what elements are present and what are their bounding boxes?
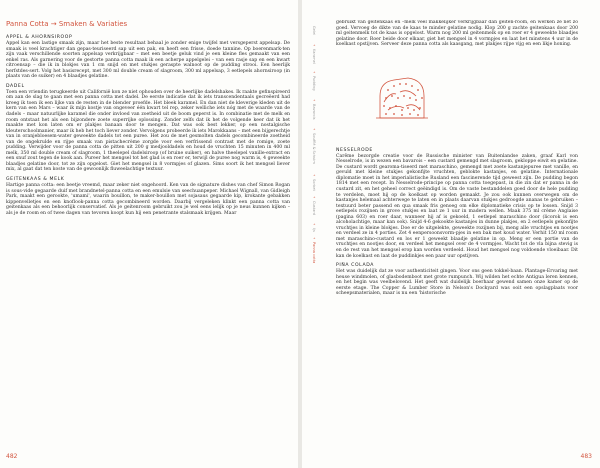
section-body-geitenkaas: Hartige panna cotta: een beetje vreemd, maar zeker niet ongehoord. Ken van de signature dishes van chef Simon Rogan is sous-vide gegaarde duif met brandnetel-panna cotta en een emulsie van seechuanpeper. Michael Wignall, van Gidleigh Park, maakt een gerookte, 'umami', waarin bouillon, te maker-bouillon met sojasaus gegaarde kip, krokante gebakken kippenvelletjes en een knoflook-panna cotta gecombineerd worden. Daarbij vergeleken klinkt een panna cotta van geitenkaas als een behoorlijk conservatief. Als je geitenroom gebruikt zou je wel eens lelijk op je neus kunnen kijken – als je de room en of twee dagen van tevoren koopt kun hij een penetrante stalsmaak krijgen. Maar (6, 183, 290, 216)
section-body-pina-colada: Het was duidelijk dat ze voor authenticiteit gingen. Voor ons geen tokkel-baan. Plantage-Ervaring met heuse windmolen, of glasbodemboot met grote rumpunch. Wij wilden het echte Antigua leren kennen, en het begin was veelbelovend. Het geeft wat duidelijk boerhaar gewend samen onze kamer op de eerste etage. The Copper & Lumber Store in Nelson's Dockyard was ooit een opslagplaats voor scheepsmaterialen, maar is nu een 'historische (336, 269, 578, 297)
tab-separator: + (313, 222, 316, 226)
tab-separator: + (313, 70, 316, 74)
section-heading-nesselrode: NESSELRODE (336, 147, 373, 153)
chapter-tab: Bavarois (312, 104, 316, 120)
page-number-left: 482 (6, 453, 18, 460)
left-page (0, 0, 298, 468)
page-number-right: 483 (580, 453, 592, 460)
page-title: Panna Cotta → Smaken & Variaties (6, 20, 128, 28)
right-column (336, 20, 578, 452)
section-heading-geitenkaas: GEITENKAAS & MELK (6, 177, 65, 183)
tab-separator: + (313, 98, 316, 102)
chapter-tab: Gelei (312, 26, 316, 36)
chapter-tab: Custard (312, 201, 316, 215)
tab-separator: + (313, 127, 316, 131)
tab-separator: + (313, 43, 316, 47)
section-heading-appel: APPEL & AHORNSIROOP (6, 35, 73, 40)
left-column (6, 20, 290, 452)
section-heading-dadel: DADEL (6, 83, 25, 89)
tab-separator: + (313, 195, 316, 199)
chapter-tab: Ijs (312, 228, 316, 232)
section-body-dadel: Toen een vriendin terugkeerde uit Californië kon ze niet ophouden over de heerlijke dadelshakes. Ik raakte gefinspireerd om aan de slag te gaan met een panna cotta met dadel. De eerste indicatie dat ik iets transcendentaals gecreëerd had kreeg ik toen ik een lijke van de resten in de blender proefde. Het bleek karamel. En dan niet de kleverige kleden uit de kern van een Mars – waar ik mijn kostje van ongeveer één kwart tel rep, zeker welliche iets nóg met de waarde van de dadels – maar natuurlijke karamel die onder invloed van zoetheid uit de boom geperst is. In combinatie met de melk en room ontstaat het als een bijzondere zoete superrijke oplossing. Zonder zelfs dat ik het de volgende keer dat ik het maakte met kon laten om er plakjes banaan door te mengen. Dat was ook best lekker, op een nostalgische kleuterschoolmanier, maar ik heb het toch liever zonder. Vervolgens probeerde ik iets Marokkaans – met een bijgerechtje van in oranjebloesem-water geweekte dadels tot een puree. Het zou de met gesmolten dadels gecombineerde zoetheid van de ongekrulde en rijpe smaak van pistachecrème zorgde voor een verfrissend contrast met de romige, zoete pudding. Verwijder voor de panna cotta de pitten uit 200 g medjooldadels en houd de vruchten 15 minuten in 400 ml melk, 350 ml double cream of slagroom, 1 theelepel dadelsiroop (of bruine suiker), en halve theelepel vanille-extract en een snuf zout tegen de kook aan. Pureer het mengsel tot het glad is en roer er, terwijl de puree nog warm is, 4 geweekte blaadjes gelatine door, tot ze zijn opgelost. Giet het mengsel in 8 vormpjes of glazen. Sims soort ik het mengsel liever mix, al gaat dat ten koste van de gewoonlijk fluweelachtige textuur. (6, 89, 290, 173)
intro-continuation: gebruikt van geitenkaas en –melk veel makkelijker verkrijgbaar dan geiten-room, en werken ze net zo goed. Vervoeg de dikte van de kaas te minder gelatine nodig. Klop 200 g zachte geitenkaas door 200 ml geitenmelk tot de kaas is opgelost. Warm nog 200 ml geitenmelk op en roer er 4 geweekte blaadjes gelatine door. Roer beide door elkaar, giet het mengsel in 4 vormpjes en laat het minstens 4 uur in de koelkast opstijven. Serveer deze panna cotta als kaasgang, met plakjes rijpe vijg en een likje honing. (336, 20, 578, 48)
chapter-tab: Pudding (312, 76, 316, 91)
tab-separator: + (313, 236, 316, 240)
tab-separator: + (313, 173, 316, 177)
section-body-appel: Appel kan een lastige smaak zijn, maar het beste resultaat behaal je zonder enige twijfel met versgeperst appelsap. De smaak is veel krachtiger dan gepas-teuriseerd sap uit een pak, en heeft een frisse, doede tannine. Op boerenmark-ten zijn vaak verschillende soorten appelsap verkrijgbaar – met een beetje geluk vind je een kleine fles gemaakt van een enkel ras. Als garnering voor de gestorte panna cotta maak ik een acherpe appelgelei – van een rasje sap en een kwart citroensap – die ik in blokjes van 1 cm snijd en met stukjes geraspte walnoot op de pudding strooi. Een heerlijk herfstdes-sert. Volg het basisrecept, met 300 ml double cream of slagroom, 300 ml appelsap, 3 eetlepels ahornsiroop (in plaats van de suiker) en 4 blaadjes gelatine. (6, 41, 290, 80)
right-page (302, 0, 600, 468)
section-body-nesselrode: Carême bezorgde creatie voor de Russische minister van Buitenlandse zaken, graaf Karl von Nesselrode, is in wezen een bavarois – een custard gemengd met slagroom, gekloppe eiwit en gelatine. De custard wordt gearoma-tiseerd met maraschino, gemengd met zoete kastanjepuree met vanille, en gevuld met kleine stukjes gekonfijte vruchten, geblokte kastanjes, en gelatine. Internationale diplomatie moet in het imperialistische Rusland een fascinerende tijd geweest zijn. De pudding begon 1814 met een recept. In Nesselrode-principe op panna cotta toegepast, in die zin dat er panna in de custard zit, en het geheel correct geëindigd is. Om de vaste bestanddelen goed door de hele pudding te verdelen, moet hij op de koelkast op worden gemaakt. Je zou ook kunnen overwegen om de kastanjes helemaal achterwege te laten en in plaats daarvan stukjes gedroogde ananas te gebruiken – textuurd beter passend en qua smaak fris genoeg om elke diplomatieke crisis op te lossen. Snijd 3 eetlepels rozijnen in grove stukjes en laat ze 1 uur in madera wellen. Maak 375 ml crème Anglaise (pagina 603) en roer daar, wanneer hij af is gekoeld, 1 eetlepel maraschino door (licorok is een alcoholachtige, maar kan ook). Snijd 4-6 gekookte kastanjes in dunne plakjes, en 2 eetlepels gekonfijte vruchtjes in kleine blokjes. Doe er de uitgelekte, geweekte rozijnen bij, meng alle vruchtjes en nootjes en verdeel ze in 4 porties. Zet 4 eenpersoonsvorm-pjes in een bak met koud water. Verhit 150 ml room met maraschino-custard en los er 1 geweekt blaadje gelatine in op. Meng er een portie van de vruchtjes en nootjes door, en verdeel het mengsel over de 4 vormpjes. Wacht tot de vla bijna stevig is en de rest van het mengsel erop kan worden verdeeld. Houd het mengsel nog voldoende vloeibaar. Dit kan de koelkast en laat de puddinkjes een paar uur opstijven. (336, 153, 578, 259)
section-heading-pina-colada: PIÑA COLADA (336, 263, 374, 269)
chapter-tab: Soufflé & Schuim (312, 133, 316, 164)
chapter-tab: Sorbet (312, 179, 316, 191)
jelly-mould-icon (336, 48, 578, 146)
chapter-tab-strip (312, 26, 322, 281)
chapter-tab-active: Panna cotta (312, 242, 316, 264)
chapter-tab: Karamel (312, 49, 316, 64)
illustration (336, 48, 578, 146)
